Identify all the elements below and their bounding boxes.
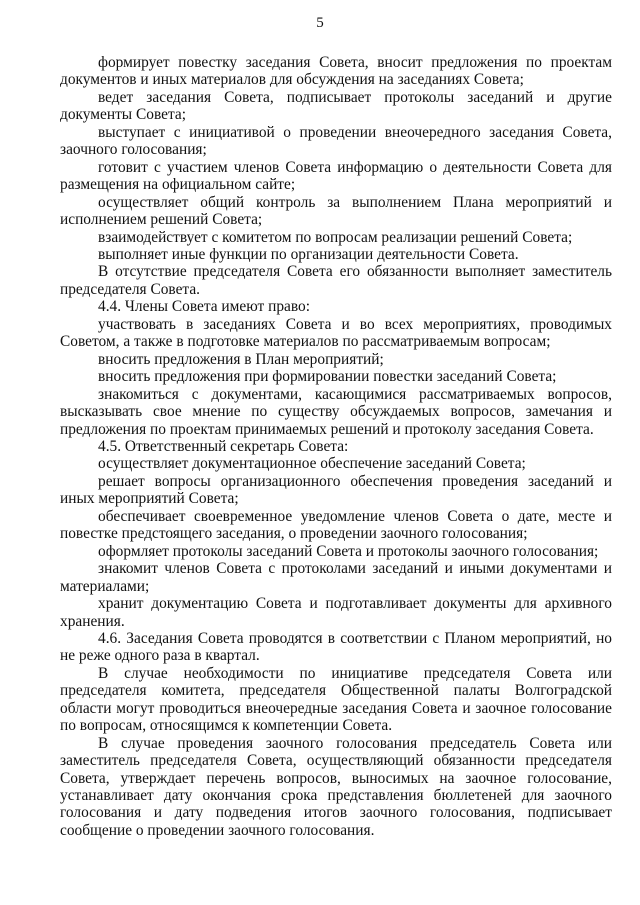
paragraph: В случае проведения заочного голосования председатель Совета или заместитель председателя Совета, осуществляющий обязанности председателя Совета, утверждает перечень вопросов, выносимых на заочное голосование, устанавливает дату окончания срока представления бюллетеней для заочного голосования и дату подведения итогов заочного голосования, подписывает сообщение о проведении заочного голосования. <box>60 734 612 839</box>
paragraph: осуществляет общий контроль за выполнением Плана мероприятий и исполнением решений Совета; <box>60 193 612 229</box>
paragraph: взаимодействует с комитетом по вопросам реализации решений Совета; <box>98 228 573 246</box>
paragraph: В отсутствие председателя Совета его обязанности выполняет заместитель председателя Совета. <box>60 263 612 298</box>
paragraph: формирует повестку заседания Совета, вносит предложения по проектам документов и иных материалов для обсуждения на заседаниях Совета; <box>60 54 612 89</box>
paragraph: вносить предложения в План мероприятий; <box>98 350 384 368</box>
paragraph: знакомит членов Совета с протоколами заседаний и иными документами и материалами; <box>60 560 612 595</box>
paragraph: знакомиться с документами, касающимися рассматриваемых вопросов, высказывать свое мнение по существу обсуждаемых вопросов, замечания и предложения по проектам принимаемых решений и протоколу заседания Совета. <box>60 385 612 438</box>
paragraph: осуществляет документационное обеспечение заседаний Совета; <box>98 455 526 473</box>
paragraph: хранит документацию Совета и подготавливает документы для архивного хранения. <box>60 595 612 630</box>
section-heading: 4.5. Ответственный секретарь Совета: <box>98 437 349 455</box>
section-paragraph: 4.6. Заседания Совета проводятся в соответствии с Планом мероприятий, но не реже одного раза в квартал. <box>60 629 612 665</box>
paragraph: участвовать в заседаниях Совета и во всех мероприятиях, проводимых Советом, а также в подготовке материалов по рассматриваемым вопросам; <box>60 315 612 351</box>
paragraph: В случае необходимости по инициативе председателя Совета или председателя комитета, председателя Общественной палаты Волгоградской области могут проводиться внеочередные заседания Совета и заочное голосование по вопросам, относящимся к компетенции Совета. <box>60 664 612 735</box>
page-number: 5 <box>316 15 324 31</box>
paragraph: выполняет иные функции по организации деятельности Совета. <box>98 245 519 263</box>
section-heading: 4.4. Члены Совета имеют право: <box>98 298 311 316</box>
paragraph: обеспечивает своевременное уведомление членов Совета о дате, месте и повестке предстоящего заседания, о проведении заочного голосования; <box>60 507 612 543</box>
document-body <box>60 54 612 839</box>
paragraph: вносить предложения при формировании повестки заседаний Совета; <box>98 368 557 386</box>
paragraph: ведет заседания Совета, подписывает протоколы заседаний и другие документы Совета; <box>60 88 612 124</box>
paragraph: решает вопросы организационного обеспечения проведения заседаний и иных мероприятий Совета; <box>60 472 612 508</box>
paragraph: выступает с инициативой о проведении внеочередного заседания Совета, заочного голосования; <box>60 123 612 159</box>
paragraph: оформляет протоколы заседаний Совета и протоколы заочного голосования; <box>98 542 599 560</box>
paragraph: готовит с участием членов Совета информацию о деятельности Совета для размещения на официальном сайте; <box>60 158 612 194</box>
